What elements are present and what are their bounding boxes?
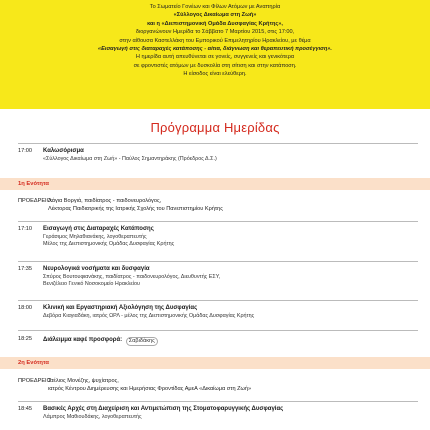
divider xyxy=(18,261,418,262)
schedule-item xyxy=(18,226,418,249)
schedule-item xyxy=(18,266,418,289)
divider xyxy=(18,330,418,331)
schedule-item-welcome xyxy=(18,148,418,163)
schedule-item xyxy=(18,305,418,320)
intro-line: σε φροντιστές ατόμων με δυσκολία στη σίτιση και στην κατάποση. xyxy=(133,62,297,69)
item-title: Κλινική και Εργαστηριακή Αξιολόγηση της Δυσφαγίας xyxy=(43,305,198,311)
divider xyxy=(18,401,418,402)
item-speaker: Δεβόρα Κιαγιαδάκη, ιατρός ΩΡΛ - μέλος της Διεπιστημονικής Ομάδας Δυσφαγίας Κρήτης xyxy=(43,312,255,319)
item-title: Βασικές Αρχές στη Διαχείριση και Αντιμετώπιση της Στοματοφαρυγγικής Δυσφαγίας xyxy=(43,406,284,412)
chair-label: ΠΡΟΕΔΡΕΙΟ: xyxy=(18,198,53,204)
chair-name: Στέλιος Μονέζης, ψυχίατρος, xyxy=(48,378,119,384)
time: 18:25 xyxy=(18,336,32,342)
item-speaker: Σπύρος Βουτουφιανάκης, παιδίατρος - παιδονευρολόγος, Διευθυντής ΕΣΥ, xyxy=(43,273,221,280)
time: 17:00 xyxy=(18,148,32,154)
chair-role: Λέκτορας Παιδιατρικής της Ιατρικής Σχολής του Πανεπιστημίου Κρήτης xyxy=(48,205,223,212)
intro-line: Το Σωματείο Γονέων και Φίλων Ατόμων με Αναπηρία xyxy=(149,4,281,10)
item-speaker: Λάμπρος Μαθιουδάκης, λογοθεραπευτής xyxy=(43,413,142,420)
intro-panel xyxy=(0,0,430,109)
schedule-chair-2 xyxy=(18,378,418,393)
divider xyxy=(18,221,418,222)
intro-line xyxy=(20,20,410,28)
item-speaker: Γεράσιμος Μηλαθιανάκης, λογοθεραπευτής xyxy=(43,233,147,240)
item-speaker-role: Βενιζέλειο Γενικό Νοσοκομείο Ηρακλείου xyxy=(43,281,140,288)
time: 18:00 xyxy=(18,305,32,311)
schedule-item-break xyxy=(18,336,418,345)
divider xyxy=(18,300,418,301)
time: 17:10 xyxy=(18,226,32,232)
chair-role: ιατρός Κέντρου Διημέρευσης και Ημερήσιας Φροντίδας ΑμεΑ «Δικαίωμα στη Ζωή» xyxy=(48,385,252,392)
time: 17:35 xyxy=(18,266,32,272)
intro-line-association: «Σύλλογος Δικαίωμα στη Ζωή» xyxy=(173,12,257,19)
intro-line: διοργανώνουν Ημερίδα το Σάββατο 7 Μαρτίου 2015, στις 17:00, xyxy=(135,29,295,36)
schedule-item xyxy=(18,406,418,421)
item-title: Νευρολογικά νοσήματα και δυσφαγία xyxy=(43,266,150,272)
schedule-chair-1 xyxy=(18,198,418,213)
sponsor-logo: Σαβιδάκης xyxy=(126,337,158,346)
chair-label: ΠΡΟΕΔΡΕΙΟ: xyxy=(18,378,53,384)
time: 18:45 xyxy=(18,406,32,412)
item-title: Διάλειμμα καφέ προσφορά: xyxy=(43,337,123,343)
intro-line: Η ημερίδα αυτή απευθύνεται σε γονείς, συγγενείς και γενικότερα xyxy=(135,54,295,61)
intro-line-topic: «Εισαγωγή στις διαταραχές κατάποσης - αίτια, διάγνωση και θεραπευτική προσέγγιση». xyxy=(98,46,332,53)
program-title: Πρόγραμμα Ημερίδας xyxy=(150,120,280,135)
chair-name: Λάγια Βοργιά, παιδίατρος - παιδονευρολόγος, xyxy=(48,198,162,204)
intro-line-group: και η «Διεπιστημονική Ομάδα Δυσφαγίας Κρήτης», xyxy=(147,20,283,27)
section-band xyxy=(0,357,430,369)
intro-line xyxy=(20,45,410,53)
section-band xyxy=(0,178,430,190)
item-speaker: «Σύλλογος Δικαίωμα στη Ζωή» - Παύλος Σημαντηράκης (Πρόεδρος Δ.Σ.) xyxy=(43,155,217,162)
item-speaker-role: Μέλος της Διεπιστημονικής Ομάδας Δυσφαγίας Κρήτης xyxy=(43,241,175,248)
item-title: Εισαγωγή στις Διαταραχές Κατάποσης xyxy=(43,226,154,232)
intro-line: στην αίθουσα Καστελλάκη του Εμπορικού Επιμελητηρίου Ηρακλείου, με θέμα xyxy=(119,37,311,44)
section-heading-2: 2η Ενότητα xyxy=(18,360,49,366)
intro-line: Η είσοδος είναι ελεύθερη. xyxy=(183,71,247,78)
section-heading-1: 1η Ενότητα xyxy=(18,181,49,187)
item-title: Καλωσόρισμα xyxy=(43,148,84,154)
divider xyxy=(18,143,418,144)
